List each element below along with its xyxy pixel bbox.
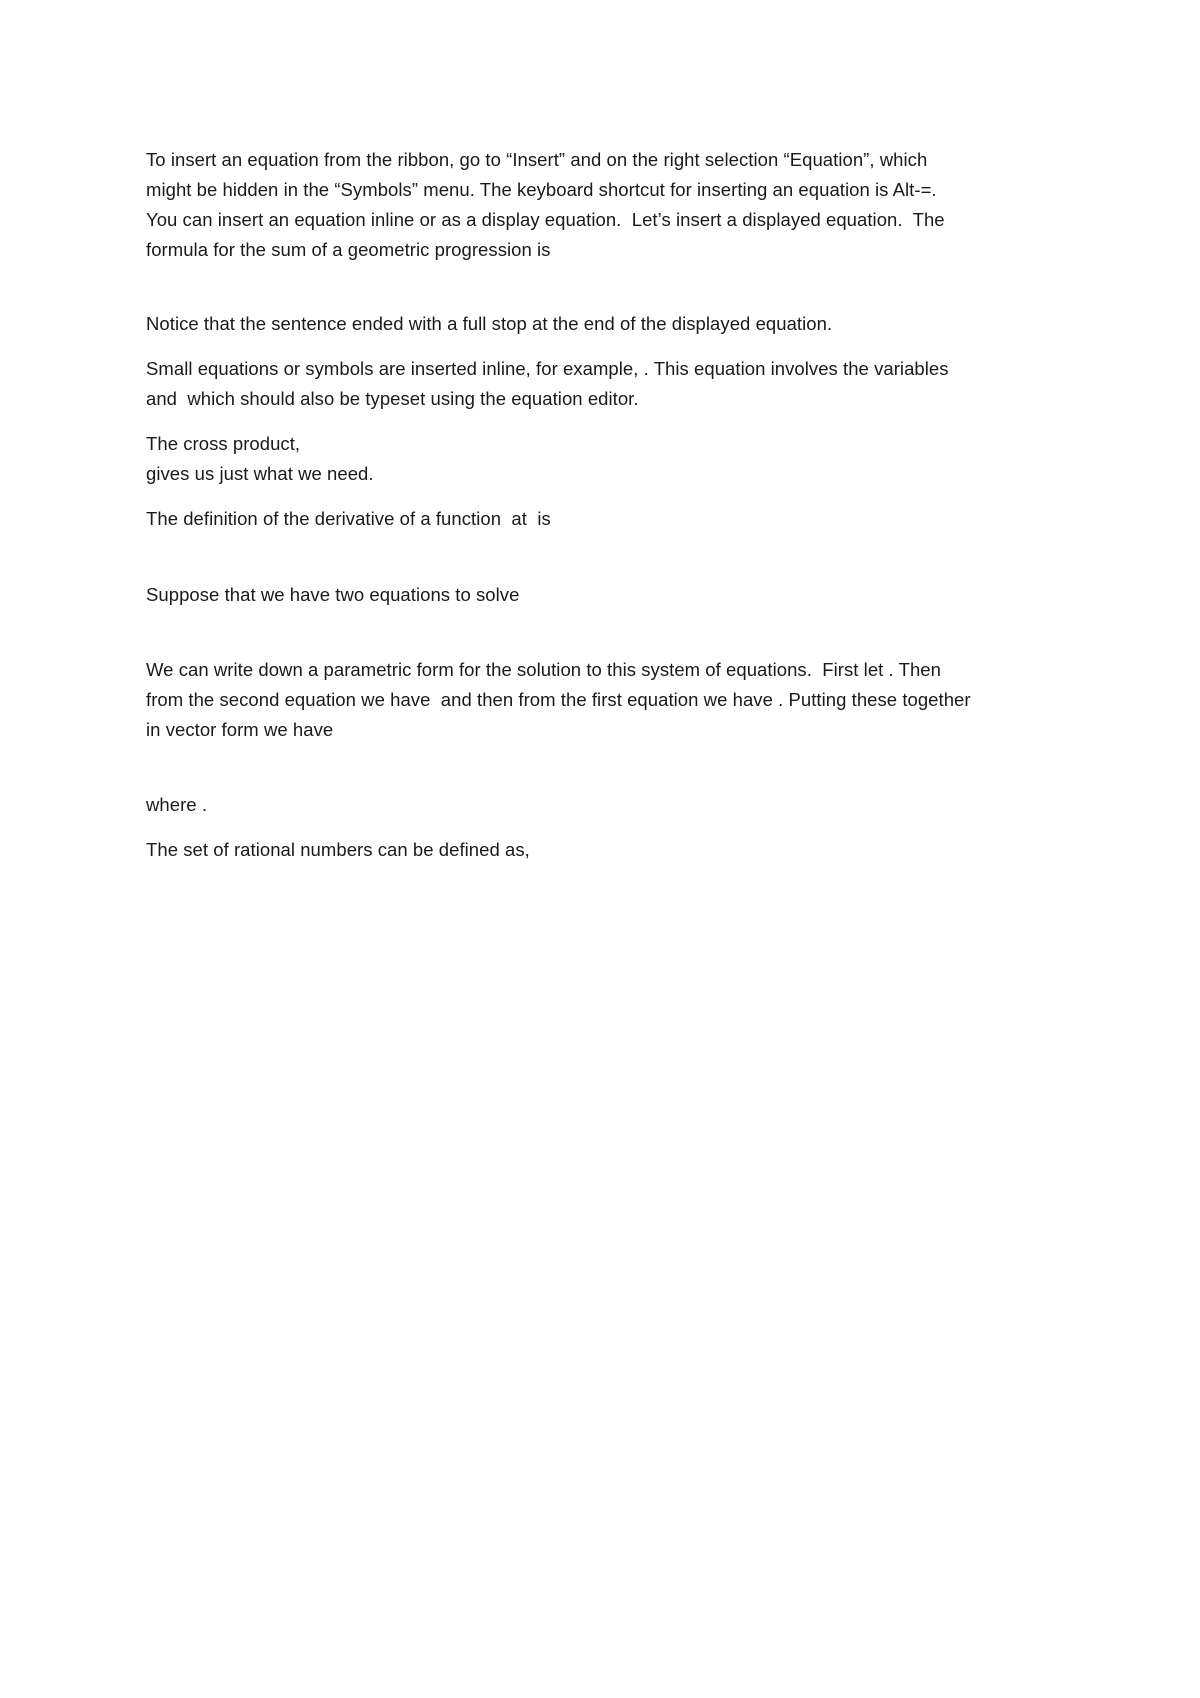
paragraph-line: The definition of the derivative of a function at is [146, 508, 551, 529]
paragraph-line: Suppose that we have two equations to solve [146, 584, 520, 605]
paragraph-line: Small equations or symbols are inserted inline, for example, . This equation involves the variables [146, 358, 949, 379]
paragraph-line: The cross product, [146, 433, 301, 454]
paragraph-line: might be hidden in the “Symbols” menu. The keyboard shortcut for inserting an equation is Alt-=. [146, 179, 937, 200]
paragraph-line: gives us just what we need. [146, 463, 374, 484]
paragraph-line: and which should also be typeset using the equation editor. [146, 388, 639, 409]
paragraph-line: You can insert an equation inline or as a display equation. Let’s insert a displayed equation. The [146, 209, 945, 230]
paragraph-line: from the second equation we have and then from the first equation we have . Putting these together [146, 689, 971, 710]
paragraph-line: To insert an equation from the ribbon, go to “Insert” and on the right selection “Equation”, which [146, 149, 928, 170]
paragraph-line: The set of rational numbers can be defined as, [146, 839, 530, 860]
paragraph-line: in vector form we have [146, 719, 334, 740]
paragraph-line: where . [146, 794, 208, 815]
paragraph-line: We can write down a parametric form for the solution to this system of equations. First let . Then [146, 659, 941, 680]
paragraph-line: formula for the sum of a geometric progression is [146, 239, 551, 260]
paragraph-line: Notice that the sentence ended with a full stop at the end of the displayed equation. [146, 313, 833, 334]
